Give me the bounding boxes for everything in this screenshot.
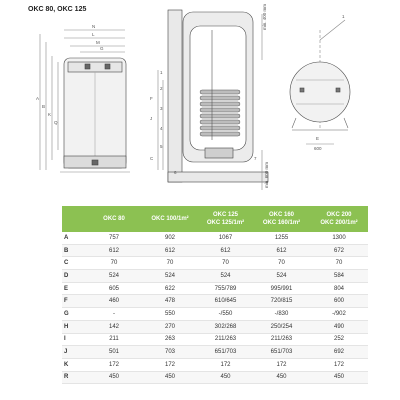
callout-4: 4	[160, 126, 163, 131]
table-cell: 250/254	[253, 320, 310, 333]
dim-letter-g: G	[100, 46, 104, 51]
table-row	[62, 244, 368, 257]
page-title: OKC 80, OKC 125	[28, 6, 87, 13]
dim-letter-c: C	[150, 156, 154, 161]
table-row	[62, 257, 368, 270]
row-label: J	[62, 346, 86, 359]
table-cell: 692	[310, 346, 368, 359]
front-view	[40, 30, 130, 172]
table-cell: 622	[142, 282, 198, 295]
table-cell: 450	[86, 371, 142, 384]
callout-3: 3	[160, 106, 163, 111]
table-cell: 600	[310, 295, 368, 308]
table-cell: 142	[86, 320, 142, 333]
table-body	[62, 232, 368, 384]
table-cell: 478	[142, 295, 198, 308]
table-cell: 172	[86, 358, 142, 371]
table-cell: -/550	[198, 308, 253, 321]
table-cell: 612	[86, 244, 142, 257]
table-cell: 172	[198, 358, 253, 371]
dimensions-table	[62, 206, 368, 384]
row-label: G	[62, 308, 86, 321]
row-label: H	[62, 320, 86, 333]
table-cell: 1255	[253, 232, 310, 244]
table-row	[62, 282, 368, 295]
table-row	[62, 270, 368, 283]
angle-label: 1	[342, 14, 345, 19]
table-cell: 584	[310, 270, 368, 283]
bracket-bottom-label: 600	[314, 146, 322, 151]
callout-5: 5	[160, 144, 163, 149]
table-cell: 270	[142, 320, 198, 333]
table-cell: 70	[253, 257, 310, 270]
table-row	[62, 333, 368, 346]
table-cell: 605	[86, 282, 142, 295]
row-label: A	[62, 232, 86, 244]
callout-1: 1	[160, 70, 163, 75]
row-label: I	[62, 333, 86, 346]
table-cell: 211/263	[198, 333, 253, 346]
table-cell: 995/991	[253, 282, 310, 295]
table-cell: 672	[310, 244, 368, 257]
dim-label-top: min. 400 mm	[262, 3, 267, 30]
table-cell: -/830	[253, 308, 310, 321]
table-cell: 524	[86, 270, 142, 283]
table-cell: 70	[310, 257, 368, 270]
table-cell: 263	[142, 333, 198, 346]
table-cell: 211/263	[253, 333, 310, 346]
row-label: D	[62, 270, 86, 283]
section-view	[158, 10, 268, 190]
table-cell: 612	[198, 244, 253, 257]
dim-letter-q: Q	[54, 120, 58, 125]
table-cell: 524	[198, 270, 253, 283]
table-cell: 450	[198, 371, 253, 384]
callout-6: 6	[174, 170, 177, 175]
table-header-blank	[62, 206, 86, 232]
table-cell: 612	[142, 244, 198, 257]
table-cell: 252	[310, 333, 368, 346]
table-cell: 172	[253, 358, 310, 371]
table-cell: 1067	[198, 232, 253, 244]
dim-letter-l: L	[92, 32, 95, 37]
callout-2: 2	[160, 86, 163, 91]
table-cell: 612	[253, 244, 310, 257]
dim-letter-n: N	[92, 24, 96, 29]
table-cell: 172	[142, 358, 198, 371]
table-cell: 450	[253, 371, 310, 384]
row-label: R	[62, 371, 86, 384]
table-cell: 450	[142, 371, 198, 384]
table-header-row	[62, 206, 368, 232]
row-label: C	[62, 257, 86, 270]
row-label: F	[62, 295, 86, 308]
table-cell: 460	[86, 295, 142, 308]
bracket-center-label: E	[316, 136, 320, 141]
dim-letter-j: J	[150, 116, 153, 121]
table-cell: 70	[198, 257, 253, 270]
table-cell: 70	[86, 257, 142, 270]
dim-letter-k: K	[48, 112, 52, 117]
callout-7: 7	[254, 156, 257, 161]
table-cell: 70	[142, 257, 198, 270]
dim-label-bottom: min. 600 mm	[264, 161, 269, 188]
dim-letter-m: M	[96, 40, 100, 45]
table-cell: 703	[142, 346, 198, 359]
table-header-cell: OKC 160 OKC 160/1m²	[253, 206, 310, 232]
table-cell: 501	[86, 346, 142, 359]
table-cell: 757	[86, 232, 142, 244]
table-cell: 524	[253, 270, 310, 283]
table-cell: 720/815	[253, 295, 310, 308]
table-row	[62, 320, 368, 333]
table-cell: 302/268	[198, 320, 253, 333]
row-label: E	[62, 282, 86, 295]
table-cell: 172	[310, 358, 368, 371]
dim-letter-f: F	[150, 96, 153, 101]
table-cell: 610/645	[198, 295, 253, 308]
table-cell: 450	[310, 371, 368, 384]
table-header-cell: OKC 80	[86, 206, 142, 232]
table-row	[62, 346, 368, 359]
table-row	[62, 232, 368, 244]
table-cell: 524	[142, 270, 198, 283]
table-cell: 651/703	[198, 346, 253, 359]
table-row	[62, 295, 368, 308]
table-cell: 755/789	[198, 282, 253, 295]
table-cell: 490	[310, 320, 368, 333]
row-label: K	[62, 358, 86, 371]
table-header-cell: OKC 200 OKC 200/1m²	[310, 206, 368, 232]
table-header-cell: OKC 125 OKC 125/1m²	[198, 206, 253, 232]
table-cell: -/902	[310, 308, 368, 321]
dim-letter-a: A	[36, 96, 40, 101]
table-row	[62, 371, 368, 384]
table-cell: 651/703	[253, 346, 310, 359]
table-cell: 1300	[310, 232, 368, 244]
table-cell: 804	[310, 282, 368, 295]
dim-letter-b: B	[42, 104, 46, 109]
table-cell: 902	[142, 232, 198, 244]
table-cell: 211	[86, 333, 142, 346]
table-row	[62, 308, 368, 321]
top-view	[290, 20, 350, 144]
table-row	[62, 358, 368, 371]
row-label: B	[62, 244, 86, 257]
table-cell: 550	[142, 308, 198, 321]
table-cell: -	[86, 308, 142, 321]
table-header-cell: OKC 100/1m²	[142, 206, 198, 232]
